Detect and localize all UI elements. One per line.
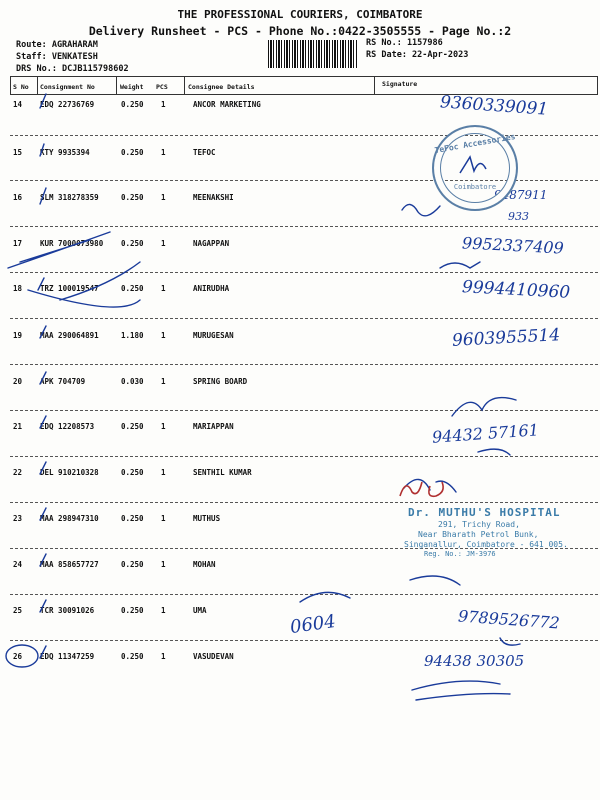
tick-mark [40, 508, 46, 520]
row-sno: 23 [13, 514, 23, 523]
tick-mark [40, 554, 46, 566]
row-sno: 20 [13, 377, 23, 386]
stamp-signature [456, 153, 494, 179]
row-pcs: 1 [161, 560, 166, 569]
col-header-sno: S No [13, 83, 29, 91]
row-weight: 0.250 [121, 606, 144, 615]
tick-mark [40, 326, 46, 338]
stamp-text: Near Bharath Petrol Bunk, [418, 529, 539, 539]
stamp-text: 291, Trichy Road, [438, 519, 520, 529]
row-consignee: TEFOC [193, 148, 216, 157]
row-pcs: 1 [161, 468, 166, 477]
row-sno: 22 [13, 468, 23, 477]
row-pcs: 1 [161, 193, 166, 202]
row-weight: 0.250 [121, 468, 144, 477]
row-consignment: TCR 30091026 [40, 606, 95, 615]
rs-number: RS No.: 1157986 [366, 38, 443, 48]
row-consignee: MOHAN [193, 560, 216, 569]
row-pcs: 1 [161, 422, 166, 431]
stamp-text: Coimbatore [453, 183, 497, 191]
row-consignment: MAA 290064891 [40, 331, 99, 340]
row-consignee: SENTHIL KUMAR [193, 468, 252, 477]
row-pcs: 1 [161, 331, 166, 340]
row-weight: 0.250 [121, 239, 144, 248]
handwritten-phone: 9603955514 [451, 325, 561, 351]
row-pcs: 1 [161, 377, 166, 386]
hospital-stamp [396, 506, 586, 582]
handwritten-phone: 9360339091 [439, 92, 549, 120]
col-header-weight: Weight [120, 83, 144, 91]
drs-number: DRS No.: DCJB115798602 [16, 64, 129, 74]
row-consignment: EDQ 12208573 [40, 422, 95, 431]
tick-mark [40, 646, 46, 658]
row-weight: 0.250 [121, 514, 144, 523]
row-pcs: 1 [161, 606, 166, 615]
row-weight: 0.250 [121, 148, 144, 157]
handwritten-phone: 9789526772 [457, 606, 561, 633]
row-consignment: KTY 9935394 [40, 148, 90, 157]
handwritten-phone: 94438 30305 [424, 652, 525, 670]
row-pcs: 1 [161, 284, 166, 293]
stamp-text: Singanallur, Coimbatore - 641 005. [404, 539, 568, 549]
row-consignment: SLM 318278359 [40, 193, 99, 202]
tick-mark [40, 600, 46, 612]
row-consignment: TRZ 100019547 [40, 284, 99, 293]
row-weight: 0.250 [121, 193, 144, 202]
stamp-text: Reg. No.: JM-3976 [424, 549, 496, 558]
signature-stroke [500, 638, 520, 645]
signature-stroke [300, 592, 350, 602]
row-consignee: ANCOR MARKETING [193, 100, 261, 109]
col-header-consignee: Consignee Details [188, 83, 255, 91]
row-weight: 0.250 [121, 100, 144, 109]
handwritten-note: 0604 [288, 610, 338, 639]
signature-stroke [440, 262, 480, 268]
tick-mark [40, 416, 46, 428]
row-consignee: MEENAKSHI [193, 193, 234, 202]
tick-mark [40, 94, 46, 108]
row-sno: 24 [13, 560, 23, 569]
row-consignee: VASUDEVAN [193, 652, 234, 661]
col-header-consignment: Consignment No [40, 83, 95, 91]
handwritten-note: 933 [508, 210, 529, 223]
rs-date: RS Date: 22-Apr-2023 [366, 50, 469, 60]
col-header-signature: Signature [382, 80, 418, 88]
row-pcs: 1 [161, 514, 166, 523]
row-pcs: 1 [161, 148, 166, 157]
red-ink-mark [396, 474, 466, 504]
row-consignment: MAA 298947310 [40, 514, 99, 523]
row-sno: 14 [13, 100, 23, 109]
row-sno: 19 [13, 331, 23, 340]
row-weight: 0.250 [121, 422, 144, 431]
row-weight: 0.250 [121, 652, 144, 661]
row-weight: 0.030 [121, 377, 144, 386]
row-consignment: APK 704709 [40, 377, 86, 386]
row-consignment: MAA 858657727 [40, 560, 99, 569]
stamp-text: Dr. MUTHU'S HOSPITAL [408, 506, 561, 519]
row-consignment: KUR 7000073980 [40, 239, 104, 248]
row-sno: 25 [13, 606, 23, 615]
row-weight: 1.180 [121, 331, 144, 340]
row-sno: 26 [13, 652, 23, 661]
row-pcs: 1 [161, 100, 166, 109]
row-sno: 16 [13, 193, 23, 202]
signature-stroke [402, 204, 440, 215]
row-consignee: UMA [193, 606, 207, 615]
handwritten-phone: 9952337409 [461, 233, 565, 258]
tick-mark [40, 188, 46, 204]
row-consignment: EDQ 11347259 [40, 652, 95, 661]
staff-label: Staff: VENKATESH [16, 52, 98, 62]
row-weight: 0.250 [121, 284, 144, 293]
row-sno: 15 [13, 148, 23, 157]
strike-stroke [8, 232, 110, 268]
row-consignee: MURUGESAN [193, 331, 234, 340]
company-stamp [432, 125, 518, 211]
company-title: THE PROFESSIONAL COURIERS, COIMBATORE [177, 8, 423, 21]
row-weight: 0.250 [121, 560, 144, 569]
route-label: Route: AGRAHARAM [16, 40, 98, 50]
row-consignee: SPRING BOARD [193, 377, 248, 386]
tick-mark [40, 462, 46, 474]
handwritten-phone: 9994410960 [461, 277, 571, 303]
row-sno: 18 [13, 284, 23, 293]
row-pcs: 1 [161, 239, 166, 248]
row-sno: 17 [13, 239, 23, 248]
handwritten-phone: 94432 57161 [431, 420, 540, 447]
stamp-text: TeFoc Accessories [433, 131, 517, 156]
row-sno: 21 [13, 422, 23, 431]
tick-mark [38, 262, 140, 300]
signature-stroke [452, 398, 516, 416]
row-consignee: ANIRUDHA [193, 284, 230, 293]
tick-mark [40, 144, 44, 156]
row-consignee: NAGAPPAN [193, 239, 230, 248]
row-consignee: MARIAPPAN [193, 422, 234, 431]
row-pcs: 1 [161, 652, 166, 661]
circle-mark [6, 645, 38, 667]
tick-mark [40, 372, 46, 384]
signature-stroke [412, 681, 510, 700]
row-consignment: DEL 910210328 [40, 468, 99, 477]
signature-stroke [478, 449, 510, 455]
row-consignee: MUTHUS [193, 514, 221, 523]
handwritten-phone: 9487911 [494, 188, 548, 202]
row-consignment: EDQ 22736769 [40, 100, 95, 109]
col-header-pcs: PCS [156, 83, 168, 91]
runsheet-subtitle: Delivery Runsheet - PCS - Phone No.:0422-3505555 - Page No.:2 [88, 24, 512, 38]
